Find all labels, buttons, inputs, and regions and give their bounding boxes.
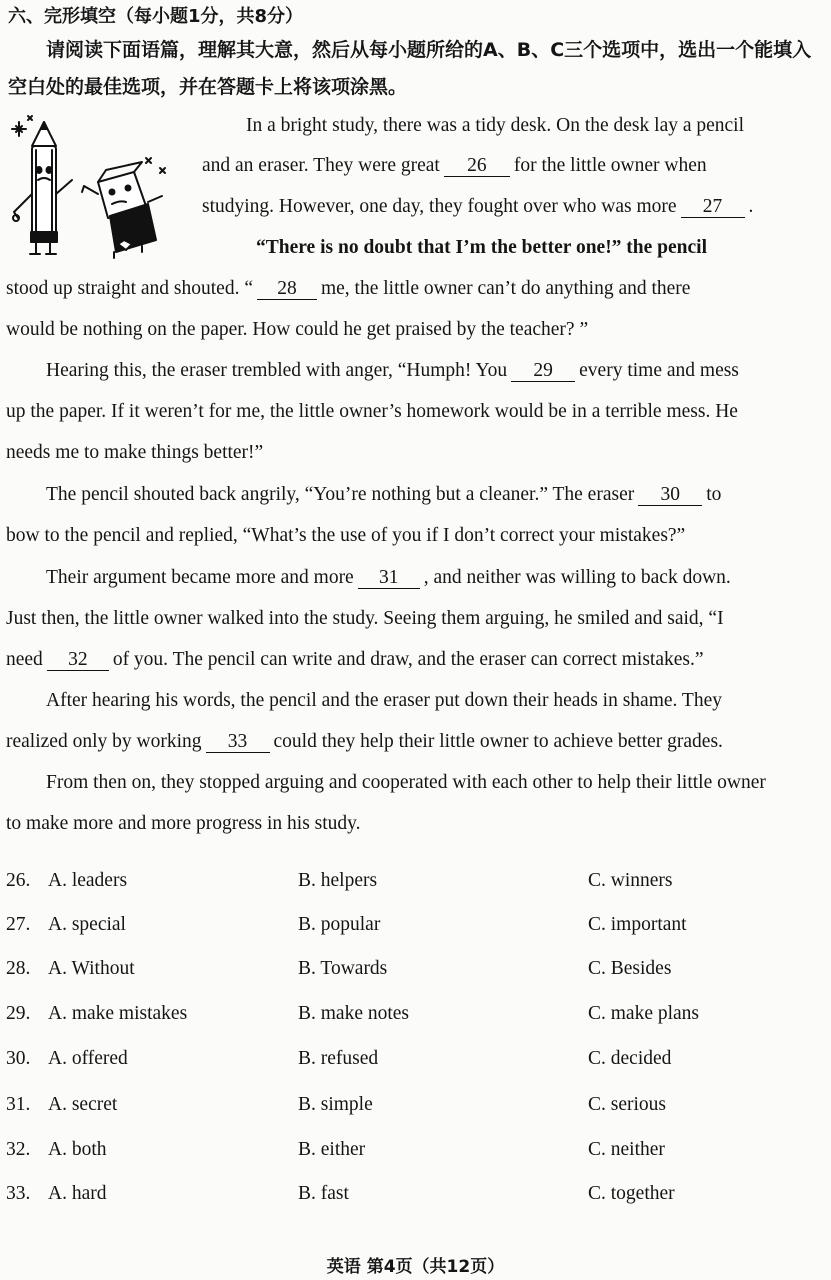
passage-line [202, 196, 753, 218]
blank-28: 28 [257, 279, 317, 300]
passage-text: Their argument became more and more [46, 567, 354, 588]
blank-30: 30 [638, 485, 702, 506]
passage-text: of you. The pencil can write and draw, and the eraser can correct mistakes.” [112, 649, 704, 670]
passage-text: every time and mess [579, 360, 739, 381]
passage-text: realized only by working [6, 731, 202, 752]
question-number: 26. [6, 870, 31, 891]
option-a: A. special [48, 914, 126, 935]
option-b: B. helpers [298, 870, 378, 891]
passage-text: , and neither was willing to back down. [423, 567, 731, 588]
passage-line: would be nothing on the paper. How could he get praised by the teacher? ” [6, 319, 589, 340]
option-b: B. fast [298, 1183, 349, 1204]
option-b: B. either [298, 1139, 366, 1160]
option-a: A. Without [48, 958, 135, 979]
passage-line: From then on, they stopped arguing and cooperated with each other to help their little owner [46, 772, 766, 793]
blank-29: 29 [511, 361, 575, 382]
passage-text: to [706, 484, 722, 505]
option-c: C. important [588, 914, 687, 935]
passage-line [6, 731, 723, 753]
passage-line: “There is no doubt that I’m the better one!” the pencil [256, 237, 708, 258]
option-b: B. Towards [298, 958, 388, 979]
passage-text: stood up straight and shouted. “ [6, 278, 253, 299]
option-a: A. leaders [48, 870, 128, 891]
question-number: 31. [6, 1094, 31, 1115]
option-c: C. serious [588, 1094, 666, 1115]
passage-line [46, 360, 739, 382]
option-b: B. simple [298, 1094, 373, 1115]
option-b: B. refused [298, 1048, 379, 1069]
passage-line [6, 278, 690, 300]
passage-line: to make more and more progress in his study. [6, 813, 361, 834]
passage-line: needs me to make things better!” [6, 442, 264, 463]
question-number: 30. [6, 1048, 31, 1069]
section-title: 六、完形填空（每小题1分，共8分） [8, 6, 304, 27]
passage-line [202, 155, 707, 177]
pencil-and-eraser-illustration [6, 114, 176, 264]
blank-27: 27 [681, 197, 745, 218]
instructions-line-1: 请阅读下面语篇，理解其大意，然后从每小题所给的A、B、C三个选项中，选 [46, 39, 698, 61]
option-c: C. decided [588, 1048, 672, 1069]
passage-line [46, 567, 731, 589]
passage-text: and an eraser. They were great [202, 155, 440, 176]
option-a: A. make mistakes [48, 1003, 188, 1024]
option-c: C. neither [588, 1139, 665, 1160]
option-a: A. secret [48, 1094, 118, 1115]
blank-26: 26 [444, 156, 510, 177]
passage-line: bow to the pencil and replied, “What’s the use of you if I don’t correct your mistakes?” [6, 525, 686, 546]
sparkle-icon [12, 122, 26, 136]
passage-text: me, the little owner can’t do anything and there [320, 278, 691, 299]
page-footer: 英语 第4页（共12页） [326, 1257, 505, 1277]
passage-text: studying. However, one day, they fought over who was more [202, 196, 677, 217]
instructions-line-2: 出一个能填入空白处的最佳选项，并在答题卡上将该项涂黑。 [8, 39, 812, 98]
passage-text: could they help their little owner to achieve better grades. [273, 731, 723, 752]
blank-33: 33 [206, 732, 270, 753]
question-number: 29. [6, 1003, 31, 1024]
passage-text: need [6, 649, 43, 670]
option-a: A. offered [48, 1048, 128, 1069]
option-b: B. make notes [298, 1003, 410, 1024]
instructions [8, 32, 823, 106]
passage-line: After hearing his words, the pencil and the eraser put down their heads in shame. They [46, 690, 722, 711]
blank-31: 31 [358, 568, 420, 589]
option-b: B. popular [298, 914, 381, 935]
option-c: C. make plans [588, 1003, 700, 1024]
question-number: 27. [6, 914, 31, 935]
option-c: C. winners [588, 870, 673, 891]
option-c: C. together [588, 1183, 675, 1204]
passage-text: . [748, 196, 754, 217]
passage-text: The pencil shouted back angrily, “You’re nothing but a cleaner.” The eraser [46, 484, 635, 505]
question-number: 28. [6, 958, 31, 979]
passage-line: Just then, the little owner walked into the study. Seeing them arguing, he smiled and said, “I [6, 608, 724, 629]
passage-line: up the paper. If it weren’t for me, the little owner’s homework would be in a terrible mess. He [6, 401, 738, 422]
option-c: C. Besides [588, 958, 672, 979]
passage-line: In a bright study, there was a tidy desk. On the desk lay a pencil [246, 115, 745, 136]
option-a: A. both [48, 1139, 107, 1160]
passage-text: for the little owner when [513, 155, 707, 176]
blank-32: 32 [47, 650, 109, 671]
passage-line [6, 649, 704, 671]
passage-text: Hearing this, the eraser trembled with anger, “Humph! You [46, 360, 508, 381]
passage-line [46, 484, 721, 506]
question-number: 32. [6, 1139, 31, 1160]
question-number: 33. [6, 1183, 31, 1204]
option-a: A. hard [48, 1183, 107, 1204]
